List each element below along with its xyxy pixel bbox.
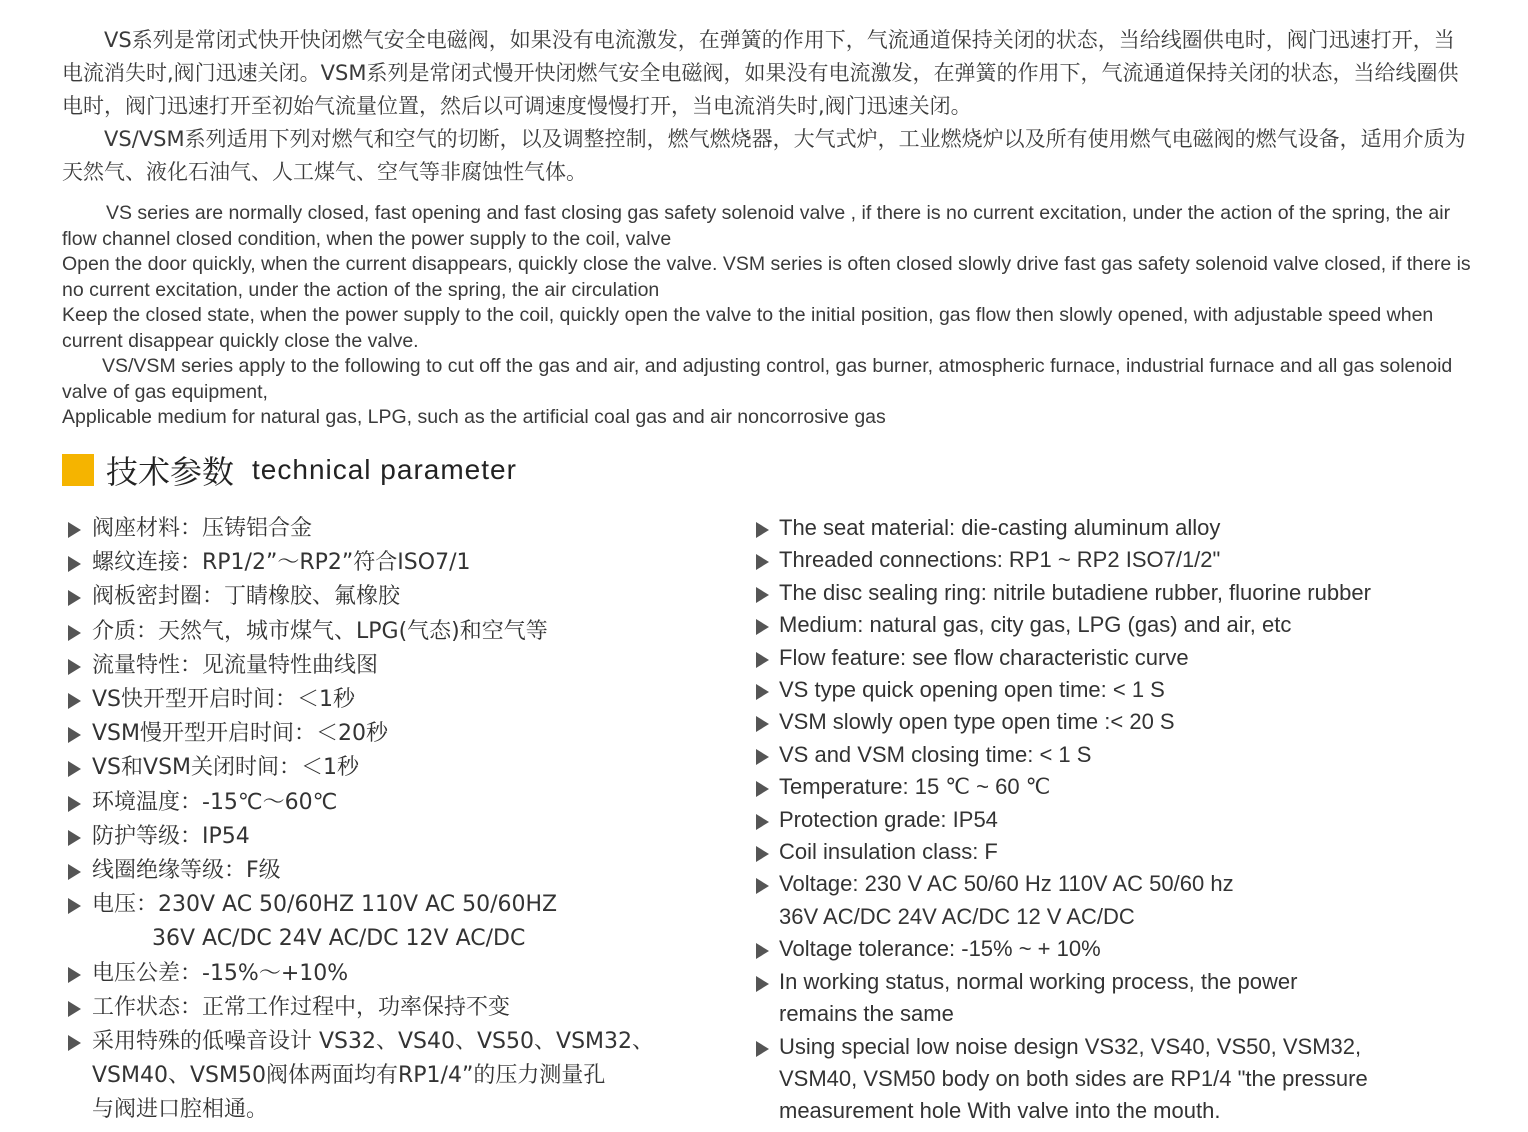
triangle-bullet-icon xyxy=(68,556,81,572)
list-item: 电压：230V AC 50/60HZ 110V AC 50/60HZ 36V AC/DC 24V AC/DC 12V AC/DC xyxy=(66,888,716,956)
triangle-bullet-icon xyxy=(756,587,769,603)
list-item: 阀板密封圈：丁睛橡胶、氟橡胶 xyxy=(66,580,716,614)
list-item: Coil insulation class: F xyxy=(754,836,1514,868)
intro-en-paragraph-4: VS/VSM series apply to the following to cut off the gas and air, and adjusting control, gas burner, atmospheric furnace, industrial furnace and all gas solenoid valve of gas equipment, xyxy=(62,355,1453,403)
triangle-bullet-icon xyxy=(68,625,81,641)
list-item: 螺纹连接：RP1/2”～RP2”符合ISO7/1 xyxy=(66,546,716,580)
list-item: VS type quick opening open time: < 1 S xyxy=(754,674,1514,706)
triangle-bullet-icon xyxy=(68,898,81,914)
triangle-bullet-icon xyxy=(756,716,769,732)
list-item: 环境温度：-15℃～60℃ xyxy=(66,786,716,820)
triangle-bullet-icon xyxy=(68,693,81,709)
yellow-square-icon xyxy=(62,454,94,486)
list-item: VSM slowly open type open time :< 20 S xyxy=(754,706,1514,738)
triangle-bullet-icon xyxy=(68,864,81,880)
triangle-bullet-icon xyxy=(68,1035,81,1051)
list-item: In working status, normal working process, the power remains the same xyxy=(754,966,1514,1031)
list-item: The seat material: die-casting aluminum alloy xyxy=(754,512,1514,544)
triangle-bullet-icon xyxy=(756,619,769,635)
parameter-list-chinese xyxy=(66,512,716,1128)
triangle-bullet-icon xyxy=(68,796,81,812)
list-item: 介质：天然气，城市煤气、LPG(气态)和空气等 xyxy=(66,615,716,649)
list-item: Threaded connections: RP1 ~ RP2 ISO7/1/2" xyxy=(754,544,1514,576)
list-item: The disc sealing ring: nitrile butadiene rubber, fluorine rubber xyxy=(754,577,1514,609)
triangle-bullet-icon xyxy=(756,781,769,797)
triangle-bullet-icon xyxy=(756,814,769,830)
list-item: Using special low noise design VS32, VS40, VS50, VSM32, VSM40, VSM50 body on both sides are RP1/4 "the pressure measurement hole With valve into the mouth. xyxy=(754,1031,1514,1128)
list-item: 电压公差：-15%～+10% xyxy=(66,957,716,991)
intro-chinese xyxy=(62,24,1472,189)
list-item: 线圈绝缘等级：F级 xyxy=(66,854,716,888)
parameter-list-english xyxy=(754,512,1514,1128)
triangle-bullet-icon xyxy=(68,1001,81,1017)
triangle-bullet-icon xyxy=(756,976,769,992)
list-item: VS and VSM closing time: < 1 S xyxy=(754,739,1514,771)
triangle-bullet-icon xyxy=(68,659,81,675)
intro-english xyxy=(62,201,1482,431)
triangle-bullet-icon xyxy=(756,522,769,538)
section-heading xyxy=(62,446,517,494)
triangle-bullet-icon xyxy=(756,684,769,700)
list-item: 防护等级：IP54 xyxy=(66,820,716,854)
triangle-bullet-icon xyxy=(68,761,81,777)
triangle-bullet-icon xyxy=(756,1041,769,1057)
intro-cn-paragraph-2: VS/VSM系列适用下列对燃气和空气的切断，以及调整控制，燃气燃烧器，大气式炉，工业燃烧炉以及所有使用燃气电磁阀的燃气设备，适用介质为天然气、液化石油气、人工煤气、空气等非腐蚀性气体。 xyxy=(62,127,1466,184)
intro-en-paragraph-2: Open the door quickly, when the current disappears, quickly close the valve. VSM series is often closed slowly drive fast gas safety solenoid valve closed, if there is no current excitation, under the action of the spring, the air circulation xyxy=(62,253,1471,301)
list-item: Medium: natural gas, city gas, LPG (gas) and air, etc xyxy=(754,609,1514,641)
list-item: Temperature: 15 ℃ ~ 60 ℃ xyxy=(754,771,1514,803)
triangle-bullet-icon xyxy=(756,878,769,894)
triangle-bullet-icon xyxy=(756,652,769,668)
intro-cn-paragraph-1: VS系列是常闭式快开快闭燃气安全电磁阀，如果没有电流激发，在弹簧的作用下，气流通道保持关闭的状态，当给线圈供电时，阀门迅速打开，当电流消失时,阀门迅速关闭。VSM系列是常闭式慢开快闭燃气安全电磁阀，如果没有电流激发，在弹簧的作用下，气流通道保持关闭的状态，当给线圈供电时，阀门迅速打开至初始气流量位置，然后以可调速度慢慢打开，当电流消失时,阀门迅速关闭。 xyxy=(62,28,1459,118)
intro-en-paragraph-1: VS series are normally closed, fast opening and fast closing gas safety solenoid valve , if there is no current excitation, under the action of the spring, the air flow channel closed condition, when the power supply to the coil, valve xyxy=(62,202,1451,250)
list-item: 阀座材料：压铸铝合金 xyxy=(66,512,716,546)
triangle-bullet-icon xyxy=(756,846,769,862)
triangle-bullet-icon xyxy=(756,554,769,570)
triangle-bullet-icon xyxy=(756,749,769,765)
triangle-bullet-icon xyxy=(68,522,81,538)
list-item: Voltage tolerance: -15% ~ + 10% xyxy=(754,933,1514,965)
list-item: VSM慢开型开启时间：＜20秒 xyxy=(66,717,716,751)
list-item: 采用特殊的低噪音设计 VS32、VS40、VS50、VSM32、 VSM40、VSM50阀体两面均有RP1/4”的压力测量孔 与阀进口腔相通。 xyxy=(66,1025,716,1128)
triangle-bullet-icon xyxy=(68,727,81,743)
list-item: VS快开型开启时间：＜1秒 xyxy=(66,683,716,717)
intro-en-paragraph-3: Keep the closed state, when the power supply to the coil, quickly open the valve to the initial position, gas flow then slowly opened, with adjustable speed when current disappear quickly close the valve. xyxy=(62,304,1434,352)
list-item: 流量特性：见流量特性曲线图 xyxy=(66,649,716,683)
triangle-bullet-icon xyxy=(68,590,81,606)
list-item: 工作状态：正常工作过程中，功率保持不变 xyxy=(66,991,716,1025)
list-item: Protection grade: IP54 xyxy=(754,804,1514,836)
section-title-english: technical parameter xyxy=(252,454,517,485)
triangle-bullet-icon xyxy=(68,967,81,983)
list-item: Voltage: 230 V AC 50/60 Hz 110V AC 50/60 hz 36V AC/DC 24V AC/DC 12 V AC/DC xyxy=(754,868,1514,933)
list-item: VS和VSM关闭时间：＜1秒 xyxy=(66,751,716,785)
section-title-chinese: 技术参数 xyxy=(106,453,235,491)
list-item: Flow feature: see flow characteristic curve xyxy=(754,642,1514,674)
triangle-bullet-icon xyxy=(756,943,769,959)
intro-en-paragraph-5: Applicable medium for natural gas, LPG, such as the artificial coal gas and air noncorrosive gas xyxy=(62,406,886,428)
triangle-bullet-icon xyxy=(68,830,81,846)
